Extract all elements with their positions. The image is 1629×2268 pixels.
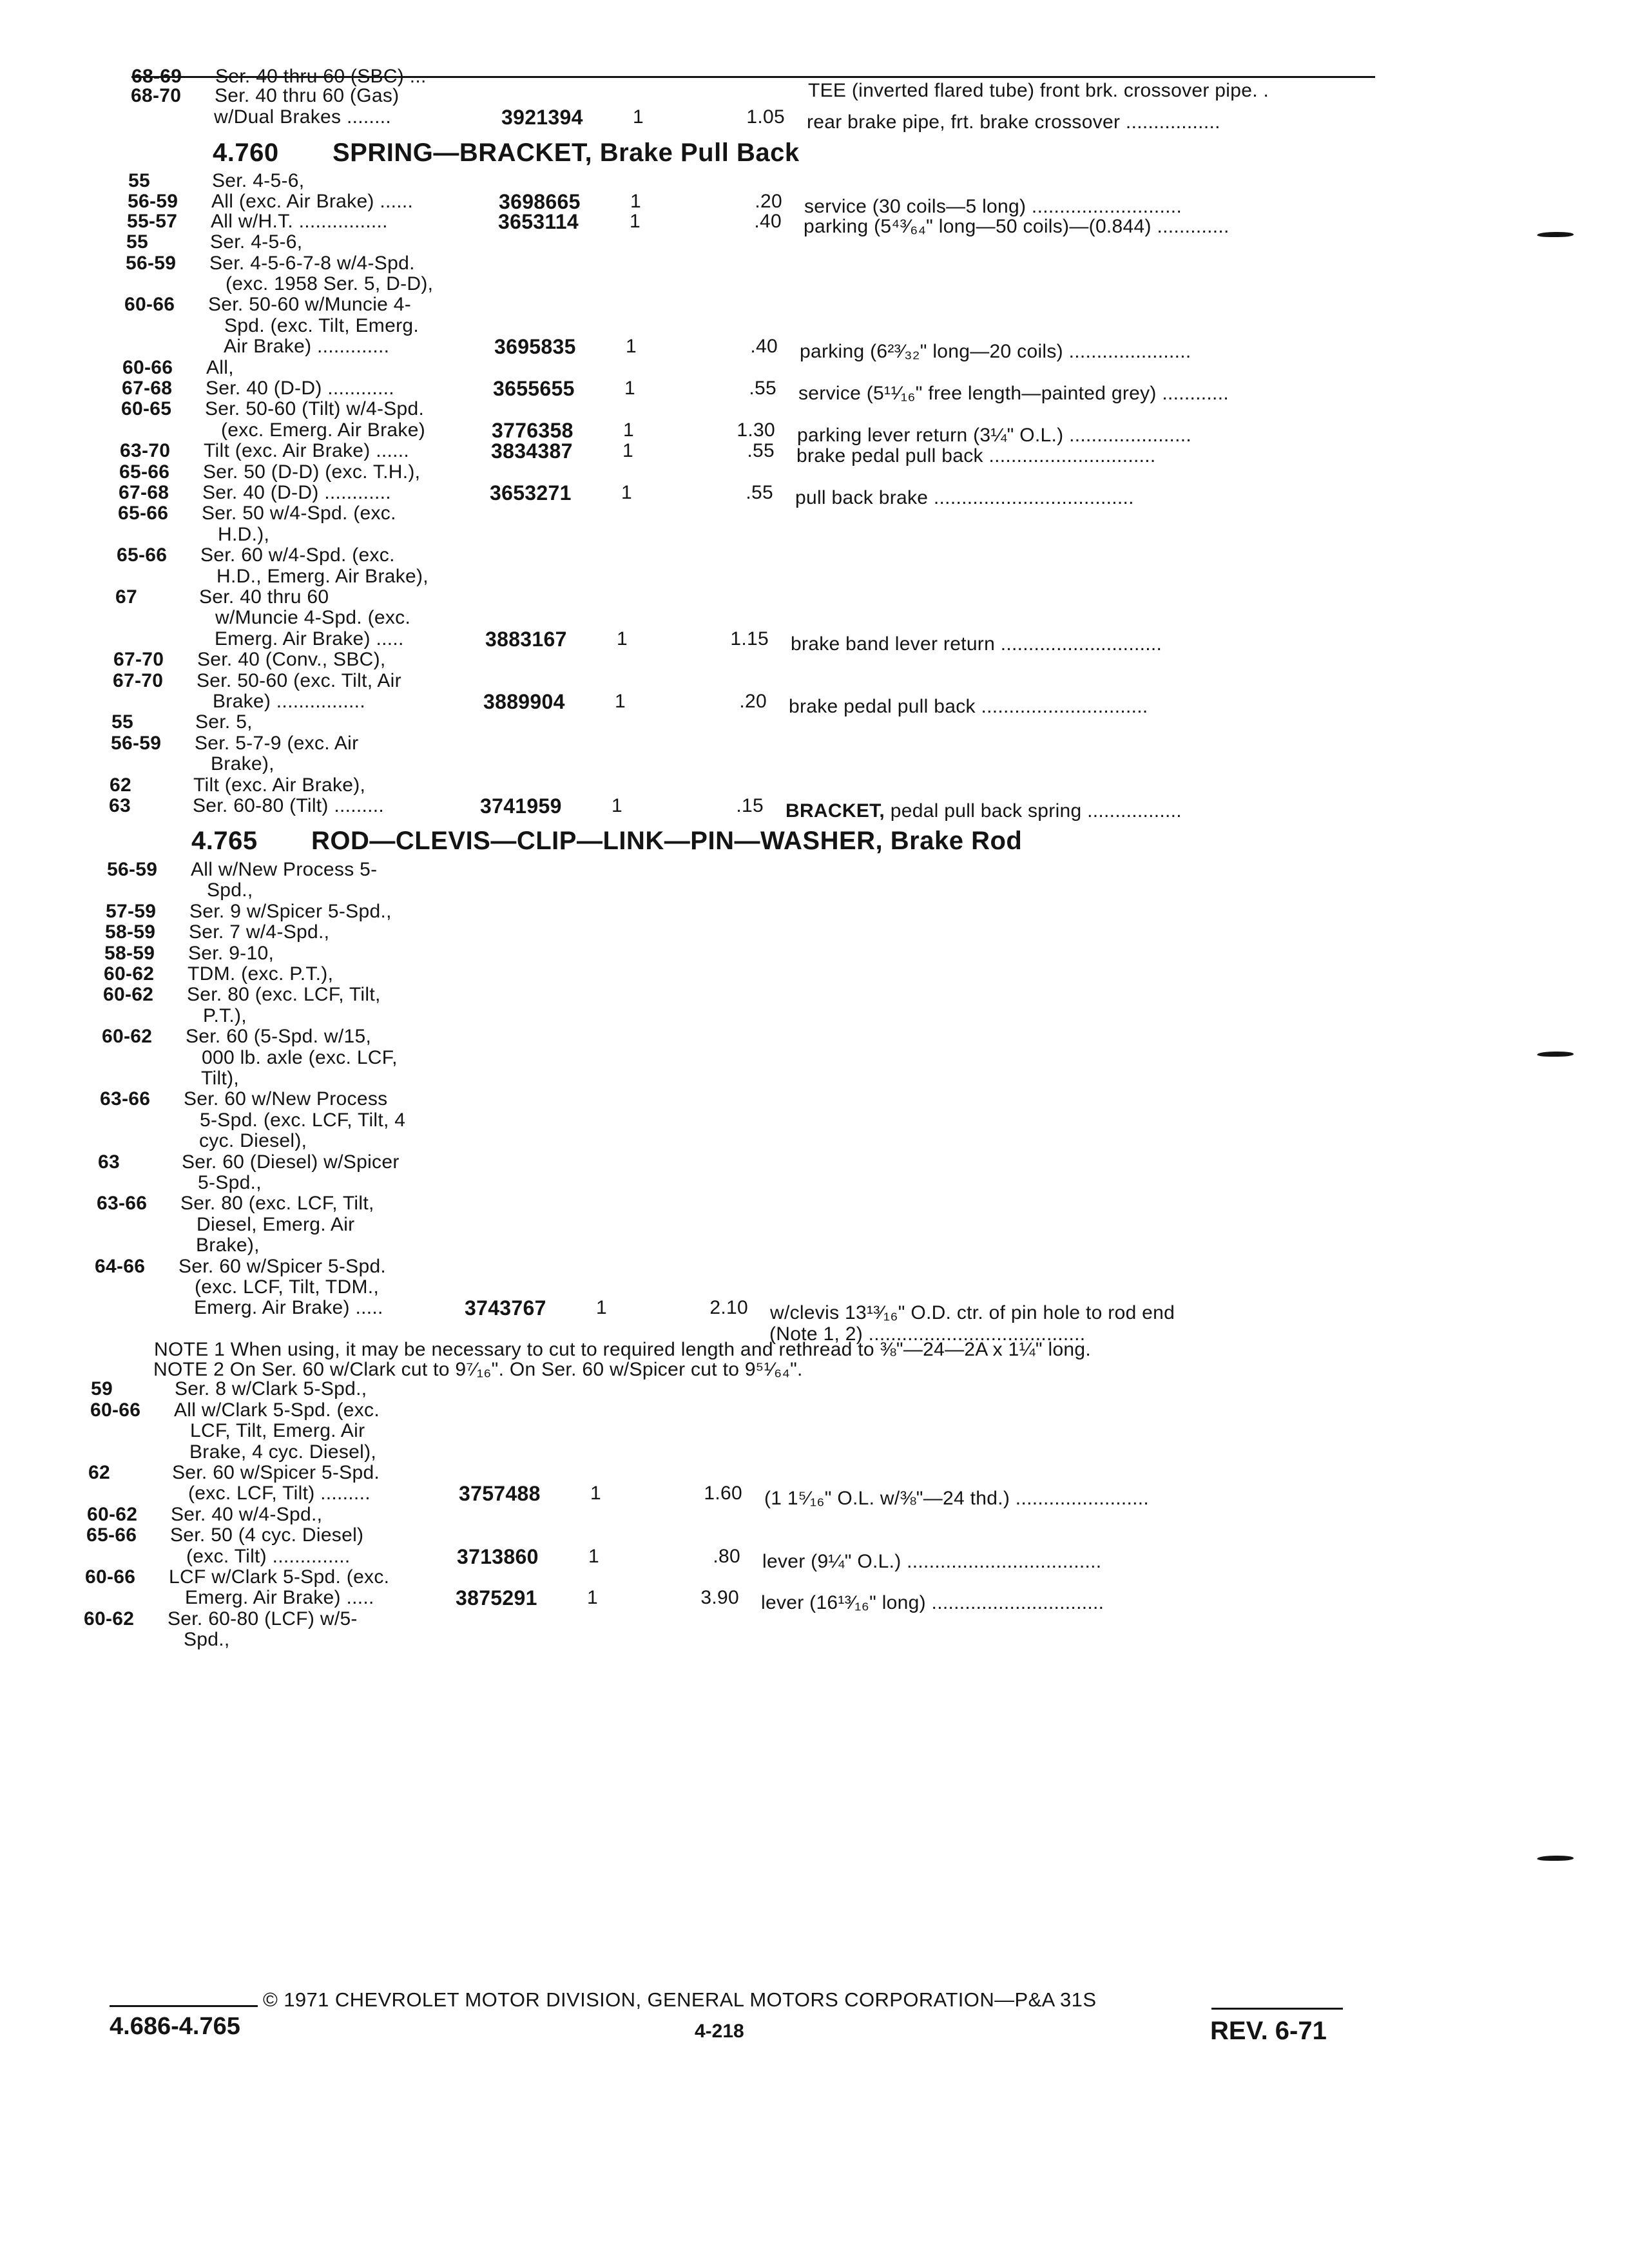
model-years: 56-59 <box>107 859 158 880</box>
part-number: 3653271 <box>490 481 572 505</box>
quantity: 1 <box>626 336 637 357</box>
model-years: 60-62 <box>104 963 155 985</box>
application-text: (exc. LCF, Tilt) ......... <box>188 1483 371 1504</box>
description-text: (Note 1, 2) ....................................... <box>769 1323 1086 1345</box>
application-text: All, <box>206 357 234 378</box>
model-years: 60-62 <box>84 1608 135 1629</box>
application-text: w/Muncie 4-Spd. (exc. <box>215 607 411 628</box>
part-number: 3883167 <box>485 628 567 651</box>
quantity: 1 <box>615 691 626 712</box>
quantity: 1 <box>621 482 632 503</box>
section-number: 4.765 <box>191 827 258 855</box>
price: .55 <box>746 482 773 503</box>
application-text: Ser. 50 (4 cyc. Diesel) <box>170 1524 364 1546</box>
model-years: 65-66 <box>118 503 169 524</box>
application-text: Ser. 40 thru 60 (Gas) <box>215 85 400 106</box>
application-text: Ser. 5, <box>195 711 253 733</box>
application-text: Ser. 50 (D-D) (exc. T.H.), <box>203 461 421 483</box>
part-number: 3695835 <box>494 335 576 358</box>
quantity: 1 <box>630 191 641 212</box>
model-years: 67-70 <box>113 670 164 691</box>
model-years: 67 <box>115 586 137 608</box>
model-years: 56-59 <box>128 191 178 212</box>
model-years: 65-66 <box>117 544 168 566</box>
model-years: 67-70 <box>113 649 164 670</box>
price: .20 <box>739 691 767 712</box>
application-text: (exc. 1958 Ser. 5, D-D), <box>226 273 434 294</box>
price: .20 <box>755 191 782 212</box>
application-text: (exc. Emerg. Air Brake) <box>221 419 425 441</box>
quantity: 1 <box>633 106 644 128</box>
application-text: Ser. 40 (D-D) ............ <box>206 378 394 399</box>
model-years: 60-65 <box>121 398 172 419</box>
quantity: 1 <box>590 1483 601 1504</box>
part-description <box>764 1488 1149 1510</box>
part-number: 3743767 <box>465 1296 546 1320</box>
part-description <box>804 216 1229 238</box>
quantity: 1 <box>623 419 634 441</box>
model-years: 55 <box>111 711 133 733</box>
application-text: All w/Clark 5-Spd. (exc. <box>174 1399 380 1421</box>
description-text: brake pedal pull back .............................. <box>796 445 1156 466</box>
application-text: Air Brake) ............. <box>224 336 390 357</box>
part-number: 3921394 <box>501 106 583 129</box>
part-description <box>804 196 1182 218</box>
description-text: brake band lever return ............................. <box>791 633 1162 655</box>
model-years: 60-66 <box>85 1566 136 1588</box>
application-text: cyc. Diesel), <box>199 1130 307 1151</box>
description-text: lever (9¼" O.L.) ................................... <box>762 1551 1102 1572</box>
footer-revision: REV. 6-71 <box>1210 2017 1327 2045</box>
part-description <box>797 425 1191 447</box>
application-text: (exc. LCF, Tilt, TDM., <box>195 1276 380 1298</box>
footer-page-number: 4-218 <box>695 2021 744 2042</box>
application-text: Ser. 4-5-6, <box>212 170 305 191</box>
footer-range: 4.686-4.765 <box>110 2013 240 2040</box>
application-text: Spd., <box>207 879 253 901</box>
model-years: 63-66 <box>97 1193 148 1214</box>
price: 3.90 <box>700 1587 739 1608</box>
model-years: 57-59 <box>106 901 157 922</box>
model-years: 60-66 <box>124 294 175 315</box>
description-text: brake pedal pull back .............................. <box>789 696 1148 717</box>
model-years: 58-59 <box>105 921 156 943</box>
description-text: rear brake pipe, frt. brake crossover ................. <box>807 111 1220 133</box>
price: 1.05 <box>746 106 785 128</box>
application-text: Ser. 60 w/Spicer 5-Spd. <box>178 1256 387 1277</box>
part-number: 3776358 <box>492 419 574 442</box>
price: .40 <box>754 211 782 232</box>
application-text: Ser. 40 (D-D) ............ <box>202 482 391 503</box>
application-text: LCF w/Clark 5-Spd. (exc. <box>169 1566 390 1588</box>
description-text: pedal pull back spring ................. <box>890 800 1182 822</box>
application-text: Ser. 4-5-6, <box>210 231 303 253</box>
quantity: 1 <box>596 1297 607 1318</box>
application-text: H.D.), <box>218 524 270 545</box>
application-text: Ser. 60 w/Spicer 5-Spd. <box>172 1462 380 1483</box>
application-text: Ser. 50-60 (Tilt) w/4-Spd. <box>205 398 425 419</box>
description-text: lever (16¹³⁄₁₆" long) ............................... <box>761 1592 1104 1613</box>
model-years: 55-57 <box>127 211 178 232</box>
application-text: Emerg. Air Brake) ..... <box>194 1297 383 1318</box>
application-text: Brake), <box>211 753 275 774</box>
description-text: parking (6²³⁄₃₂" long—20 coils) ...................... <box>800 341 1191 362</box>
application-text: Tilt (exc. Air Brake) ...... <box>204 440 410 461</box>
footer-rule-right <box>1211 2008 1343 2010</box>
part-number: 3713860 <box>457 1545 539 1568</box>
part-description <box>800 341 1191 363</box>
application-text: Diesel, Emerg. Air <box>197 1214 355 1235</box>
quantity: 1 <box>587 1587 598 1608</box>
price: .55 <box>749 378 776 399</box>
application-text: TDM. (exc. P.T.), <box>188 963 334 985</box>
application-text: Ser. 9-10, <box>188 943 275 964</box>
part-number: 3655655 <box>493 377 575 400</box>
model-years: 60-62 <box>102 1026 153 1047</box>
application-text: Ser. 60 (Diesel) w/Spicer <box>182 1151 400 1173</box>
application-text: Emerg. Air Brake) ..... <box>185 1587 374 1608</box>
model-years: 58-59 <box>104 943 155 964</box>
application-text: Spd., <box>184 1629 230 1650</box>
section-title: SPRING—BRACKET, Brake Pull Back <box>333 139 800 167</box>
price: .55 <box>747 440 775 461</box>
application-text: LCF, Tilt, Emerg. Air <box>190 1420 365 1441</box>
description-bold-term: BRACKET, <box>786 800 891 822</box>
quantity: 1 <box>624 378 635 399</box>
application-text: Ser. 9 w/Spicer 5-Spd., <box>189 901 392 922</box>
part-description <box>770 1302 1175 1324</box>
model-years: 65-66 <box>119 461 170 483</box>
description-text: parking lever return (3¼" O.L.) ...................... <box>797 425 1192 446</box>
part-description <box>808 80 1269 102</box>
application-text: Ser. 60-80 (Tilt) ......... <box>193 795 385 816</box>
application-text: All (exc. Air Brake) ...... <box>211 191 414 212</box>
application-text: Ser. 4-5-6-7-8 w/4-Spd. <box>209 253 415 274</box>
price: 1.60 <box>704 1483 742 1504</box>
quantity: 1 <box>612 795 622 816</box>
description-text: (1 1⁵⁄₁₆" O.L. w/⅜"—24 thd.) ........................ <box>764 1488 1150 1509</box>
application-text: H.D., Emerg. Air Brake), <box>217 566 429 587</box>
application-text: Ser. 40 thru 60 (SBC) ... <box>215 66 427 87</box>
margin-mark <box>1536 1052 1576 1057</box>
part-description <box>807 111 1220 133</box>
model-years: 60-66 <box>122 357 173 378</box>
part-description <box>762 1551 1101 1573</box>
model-years: 55 <box>128 170 150 191</box>
application-text: Ser. 80 (exc. LCF, Tilt, <box>180 1193 374 1214</box>
part-description <box>791 633 1162 655</box>
application-text: Brake) ................ <box>213 691 365 712</box>
application-text: Brake, 4 cyc. Diesel), <box>189 1441 377 1463</box>
application-text: 5-Spd. (exc. LCF, Tilt, 4 <box>200 1110 406 1131</box>
application-text: Ser. 80 (exc. LCF, Tilt, <box>187 984 381 1005</box>
application-text: 5-Spd., <box>198 1172 262 1193</box>
application-text: Ser. 60 w/New Process <box>184 1088 388 1110</box>
model-years: 67-68 <box>119 482 169 503</box>
application-text: Ser. 60 (5-Spd. w/15, <box>186 1026 372 1047</box>
application-text: Brake), <box>196 1235 260 1256</box>
application-text: (exc. Tilt) .............. <box>186 1546 351 1567</box>
part-number: 3834387 <box>491 439 573 463</box>
quantity: 1 <box>630 211 641 232</box>
application-text: Ser. 50-60 (exc. Tilt, Air <box>197 670 401 691</box>
quantity: 1 <box>588 1546 599 1567</box>
footer-rule-left <box>110 2005 258 2007</box>
model-years: 60-66 <box>90 1399 141 1421</box>
part-description <box>786 800 1182 822</box>
model-years: 67-68 <box>122 378 173 399</box>
application-text: Spd. (exc. Tilt, Emerg. <box>224 315 419 336</box>
quantity: 1 <box>622 440 633 461</box>
price: 2.10 <box>709 1297 748 1318</box>
description-text: w/clevis 13¹³⁄₁₆" O.D. ctr. of pin hole to rod end <box>770 1302 1175 1323</box>
application-text: Ser. 50-60 w/Muncie 4- <box>208 294 412 315</box>
model-years: 68-70 <box>131 85 182 106</box>
price: 1.15 <box>730 628 769 649</box>
quantity: 1 <box>617 628 628 649</box>
application-text: Ser. 60-80 (LCF) w/5- <box>168 1608 358 1629</box>
model-years: 55 <box>126 231 148 253</box>
application-text: Ser. 40 (Conv., SBC), <box>197 649 386 670</box>
application-text: Tilt), <box>201 1068 240 1089</box>
note-text: NOTE 1 When using, it may be necessary to cut to required length and rethread to ⅜"—24—2A x 1¼" long. <box>154 1339 1092 1360</box>
application-text: Ser. 40 w/4-Spd., <box>171 1504 323 1525</box>
model-years: 63 <box>98 1151 120 1173</box>
part-number: 3757488 <box>459 1482 541 1505</box>
part-description <box>798 383 1229 405</box>
part-number: 3653114 <box>498 210 579 233</box>
model-years: 56-59 <box>111 733 162 754</box>
application-text: w/Dual Brakes ........ <box>214 106 392 128</box>
application-text: Emerg. Air Brake) ..... <box>215 628 404 649</box>
application-text: Ser. 8 w/Clark 5-Spd., <box>175 1378 367 1399</box>
part-description <box>795 487 1134 509</box>
part-number: 3698665 <box>499 190 581 213</box>
model-years: 63-66 <box>100 1088 151 1110</box>
application-text: Tilt (exc. Air Brake), <box>193 774 366 796</box>
application-text: Ser. 5-7-9 (exc. Air <box>195 733 359 754</box>
application-text: Ser. 60 w/4-Spd. (exc. <box>200 544 395 566</box>
margin-mark <box>1536 1856 1576 1861</box>
footer-copyright: © 1971 CHEVROLET MOTOR DIVISION, GENERAL MOTORS CORPORATION—P&A 31S <box>263 1988 1097 2011</box>
application-text: All w/New Process 5- <box>191 859 378 880</box>
model-years: 60-62 <box>87 1504 138 1525</box>
part-description <box>761 1592 1104 1614</box>
application-text: Ser. 7 w/4-Spd., <box>189 921 330 943</box>
description-text: service (5¹¹⁄₁₆" free length—painted grey) ............ <box>798 383 1229 404</box>
description-text: pull back brake .................................... <box>795 487 1134 508</box>
model-years: 68-69 <box>131 66 182 87</box>
section-title: ROD—CLEVIS—CLIP—LINK—PIN—WASHER, Brake Rod <box>311 827 1023 855</box>
model-years: 65-66 <box>86 1524 137 1546</box>
price: .40 <box>750 336 778 357</box>
section-number: 4.760 <box>213 139 279 167</box>
part-number: 3875291 <box>456 1586 537 1610</box>
part-number: 3889904 <box>483 690 565 713</box>
model-years: 63 <box>109 795 131 816</box>
model-years: 63-70 <box>120 440 171 461</box>
application-text: Ser. 40 thru 60 <box>199 586 329 608</box>
model-years: 62 <box>110 774 131 796</box>
part-description <box>789 696 1148 718</box>
description-text: parking (5⁴³⁄₆₄" long—50 coils)—(0.844) ............. <box>804 216 1229 237</box>
price: 1.30 <box>737 419 775 441</box>
model-years: 59 <box>91 1378 113 1399</box>
application-text: Ser. 50 w/4-Spd. (exc. <box>202 503 396 524</box>
note-text: NOTE 2 On Ser. 60 w/Clark cut to 9⁷⁄₁₆". On Ser. 60 w/Spicer cut to 9⁵¹⁄₆₄". <box>153 1359 803 1380</box>
price: .15 <box>736 795 764 816</box>
application-text: P.T.), <box>203 1005 247 1026</box>
model-years: 60-62 <box>103 984 154 1005</box>
model-years: 62 <box>88 1462 110 1483</box>
part-number: 3741959 <box>480 794 562 818</box>
application-text: All w/H.T. ................ <box>211 211 388 232</box>
price: .80 <box>713 1546 740 1567</box>
description-text: service (30 coils—5 long) ........................... <box>804 196 1182 217</box>
description-text: TEE (inverted flared tube) front brk. crossover pipe. . <box>808 80 1269 101</box>
model-years: 64-66 <box>95 1256 146 1277</box>
model-years: 56-59 <box>126 253 177 274</box>
part-description <box>796 445 1156 467</box>
margin-mark <box>1536 232 1576 237</box>
application-text: 000 lb. axle (exc. LCF, <box>202 1047 398 1068</box>
